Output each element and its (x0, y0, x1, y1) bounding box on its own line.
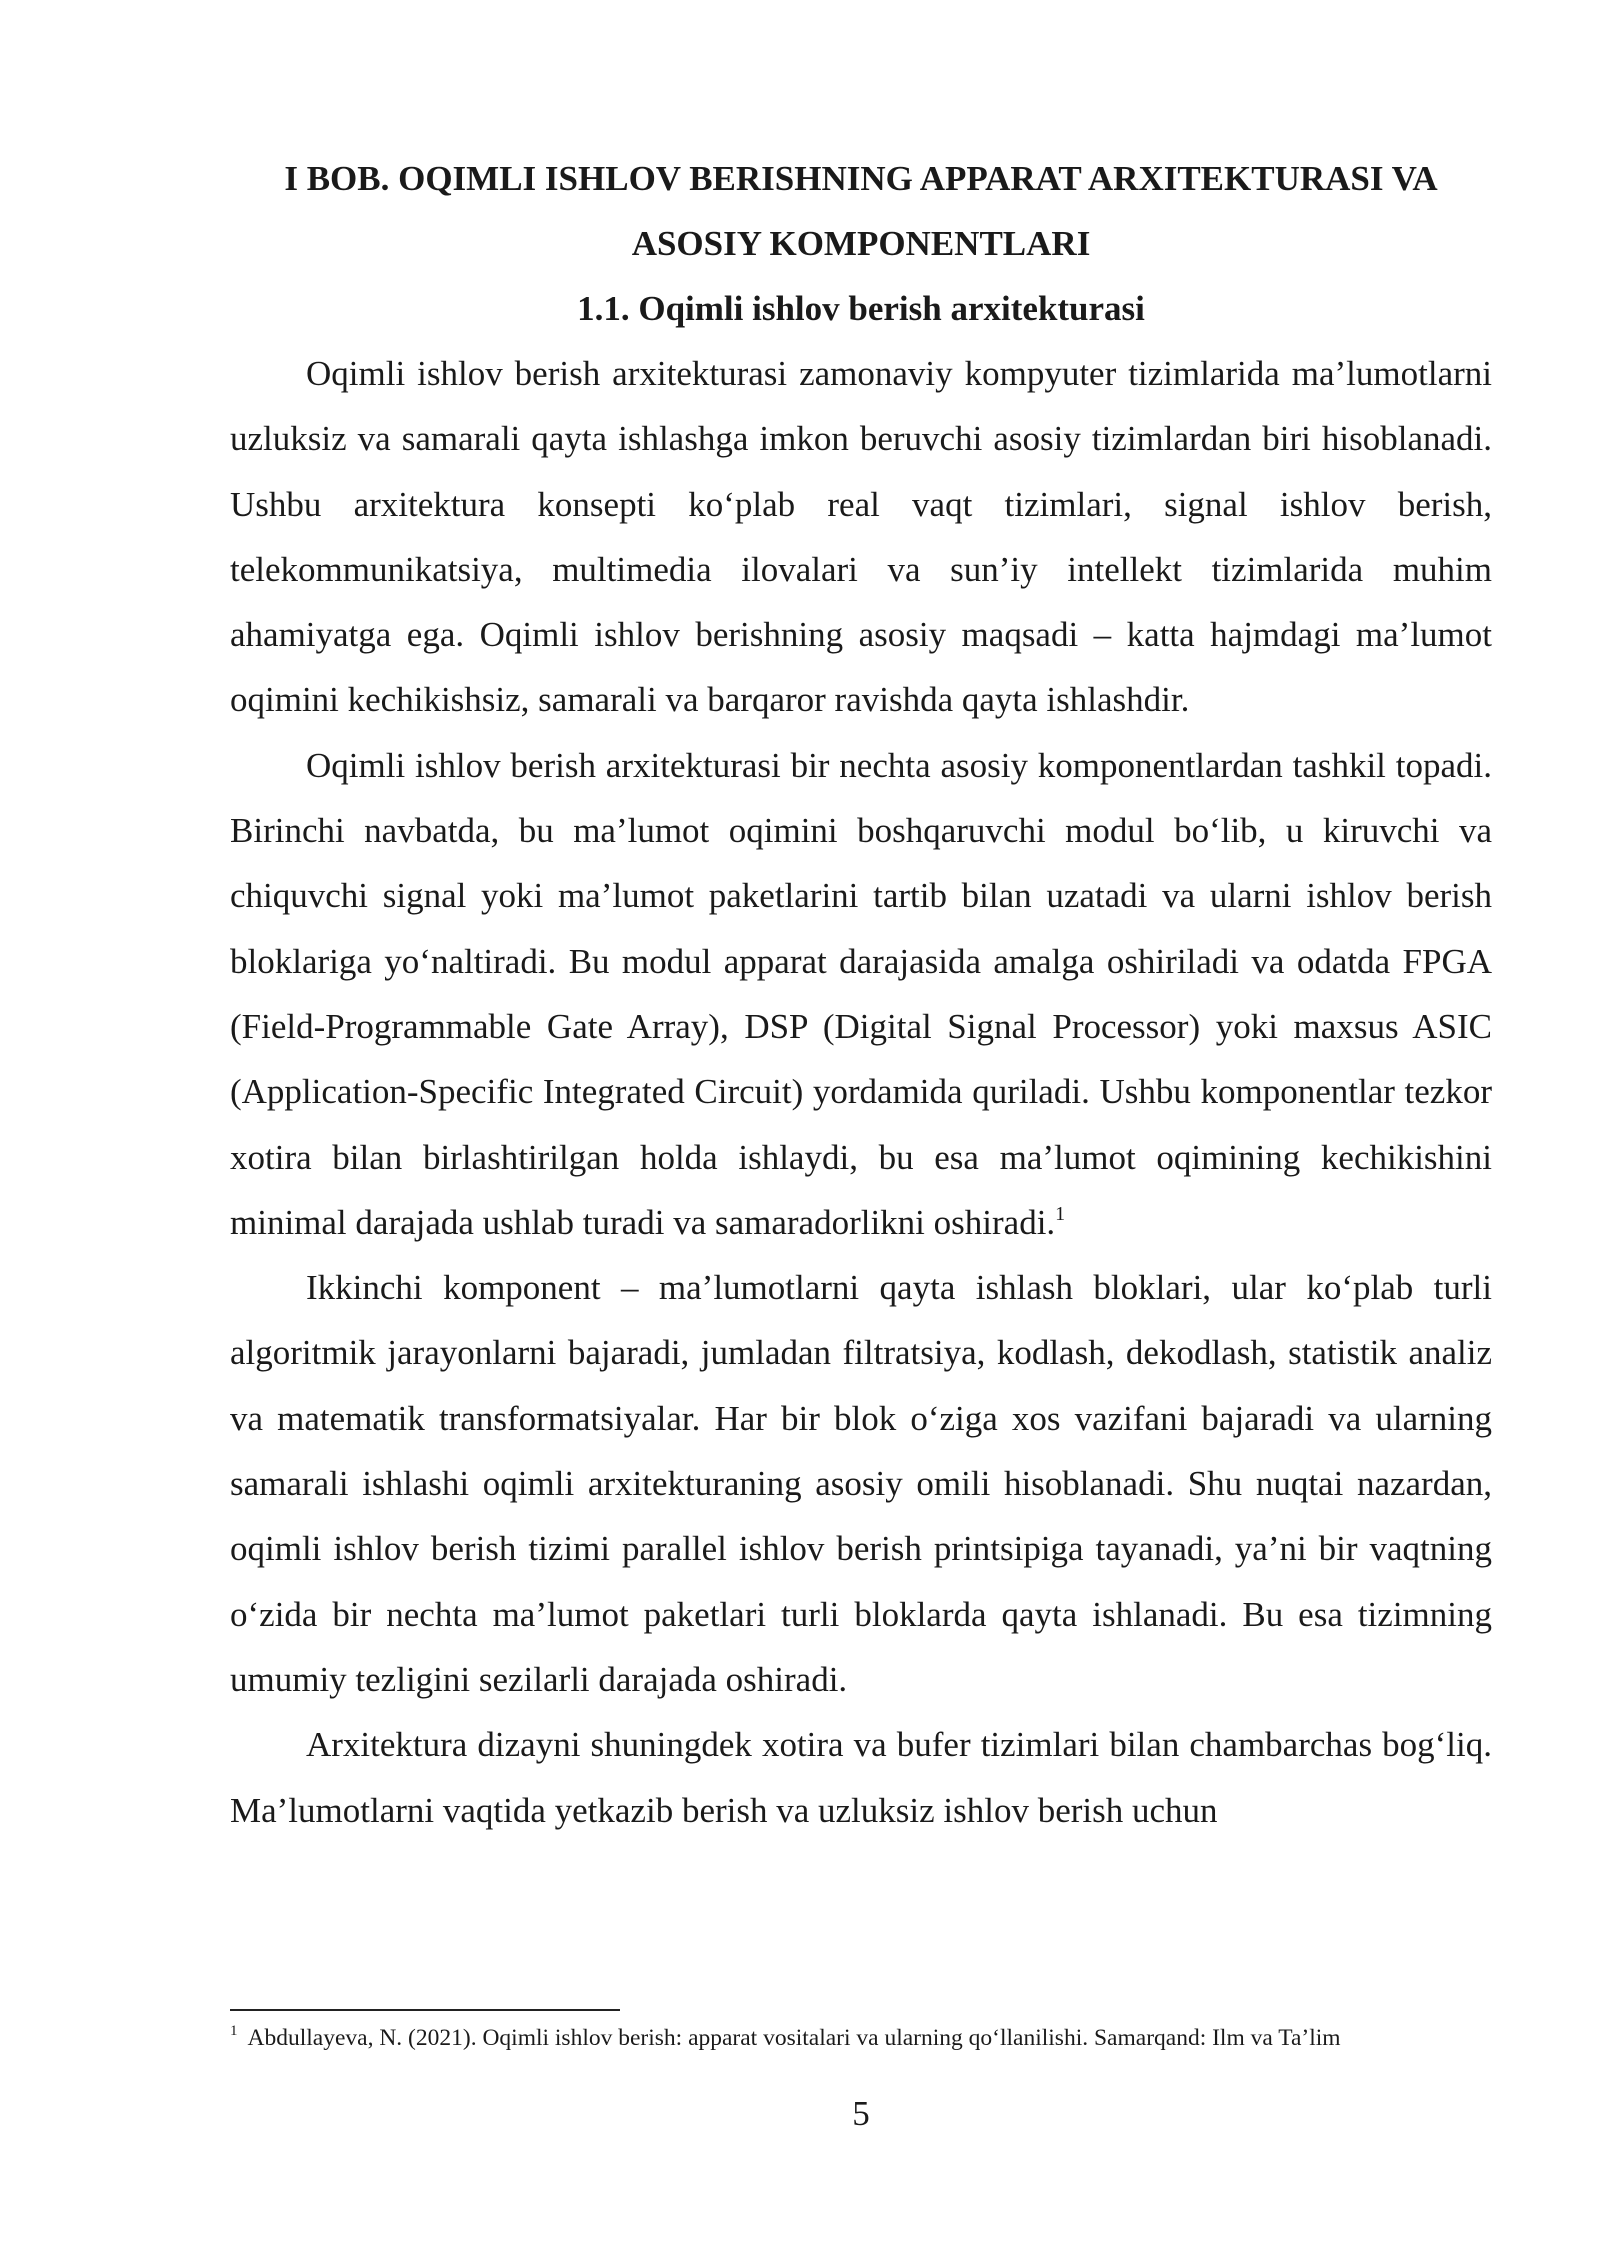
chapter-title-line-1: I BOB. OQIMLI ISHLOV BERISHNING APPARAT ARXITEKTURASI VA (284, 159, 1438, 198)
footnote-number: 1 (230, 2023, 238, 2039)
footnote (230, 2022, 1492, 2054)
paragraph-3: Ikkinchi komponent – ma’lumotlarni qayta ishlash bloklari, ular ko‘plab turli algoritmik jarayonlarni bajaradi, jumladan filtratsiya, kodlash, dekodlash, statistik analiz va matematik transformatsiyalar. Har bir blok o‘ziga xos vazifani bajaradi va ularning samarali ishlashi oqimli arxitekturaning asosiy omili hisoblanadi. Shu nuqtai nazardan, oqimli ishlov berish tizimi parallel ishlov berish printsipiga tayanadi, ya’ni bir vaqtning o‘zida bir nechta ma’lumot paketlari turli bloklarda qayta ishlanadi. Bu esa tizimning umumiy tezligini sezilarli darajada oshiradi. (230, 1268, 1492, 1699)
paragraph-2 (230, 733, 1492, 1255)
chapter-title-line-2: ASOSIY KOMPONENTLARI (631, 224, 1091, 263)
footnote-reference[interactable]: 1 (1055, 1202, 1066, 1225)
footnote-separator (230, 2009, 620, 2011)
paragraph-1: Oqimli ishlov berish arxitekturasi zamonaviy kompyuter tizimlarida ma’lumotlarni uzluksiz va samarali qayta ishlashga imkon beruvchi asosiy tizimlardan biri hisoblanadi. Ushbu arxitektura konsepti ko‘plab real vaqt tizimlari, signal ishlov berish, telekommunikatsiya, multimedia ilovalari va sun’iy intellekt tizimlarida muhim ahamiyatga ega. Oqimli ishlov berishning asosiy maqsadi – katta hajmdagi ma’lumot oqimini kechikishsiz, samarali va barqaror ravishda qayta ishlashdir. (230, 354, 1492, 720)
chapter-title (230, 146, 1492, 276)
document-page (230, 0, 1492, 2262)
section-title: 1.1. Oqimli ishlov berish arxitekturasi (577, 289, 1145, 328)
paragraph-4: Arxitektura dizayni shuningdek xotira va bufer tizimlari bilan chambarchas bog‘liq. Ma’lumotlarni vaqtida yetkazib berish va uzluksiz ishlov berish uchun (230, 1725, 1492, 1830)
page-number: 5 (852, 2094, 870, 2133)
paragraph-2-text: Oqimli ishlov berish arxitekturasi bir nechta asosiy komponentlardan tashkil topadi. Birinchi navbatda, bu ma’lumot oqimini boshqaruvchi modul bo‘lib, u kiruvchi va chiquvchi signal yoki ma’lumot paketlarini tartib bilan uzatadi va ularni ishlov berish bloklariga yo‘naltiradi. Bu modul apparat darajasida amalga oshiriladi va odatda FPGA (Field-Programmable Gate Array), DSP (Digital Signal Processor) yoki maxsus ASIC (Application-Specific Integrated Circuit) yordamida quriladi. Ushbu komponentlar tezkor xotira bilan birlashtirilgan holda ishlaydi, bu esa ma’lumot oqimining kechikishini minimal darajada ushlab turadi va samaradorlikni oshiradi. (230, 745, 1492, 1242)
body-text (230, 341, 1492, 1843)
footnote-text: Abdullayeva, N. (2021). Oqimli ishlov berish: apparat vositalari va ularning qo‘llanilishi. Samarqand: Ilm va Ta’lim (247, 2025, 1341, 2051)
